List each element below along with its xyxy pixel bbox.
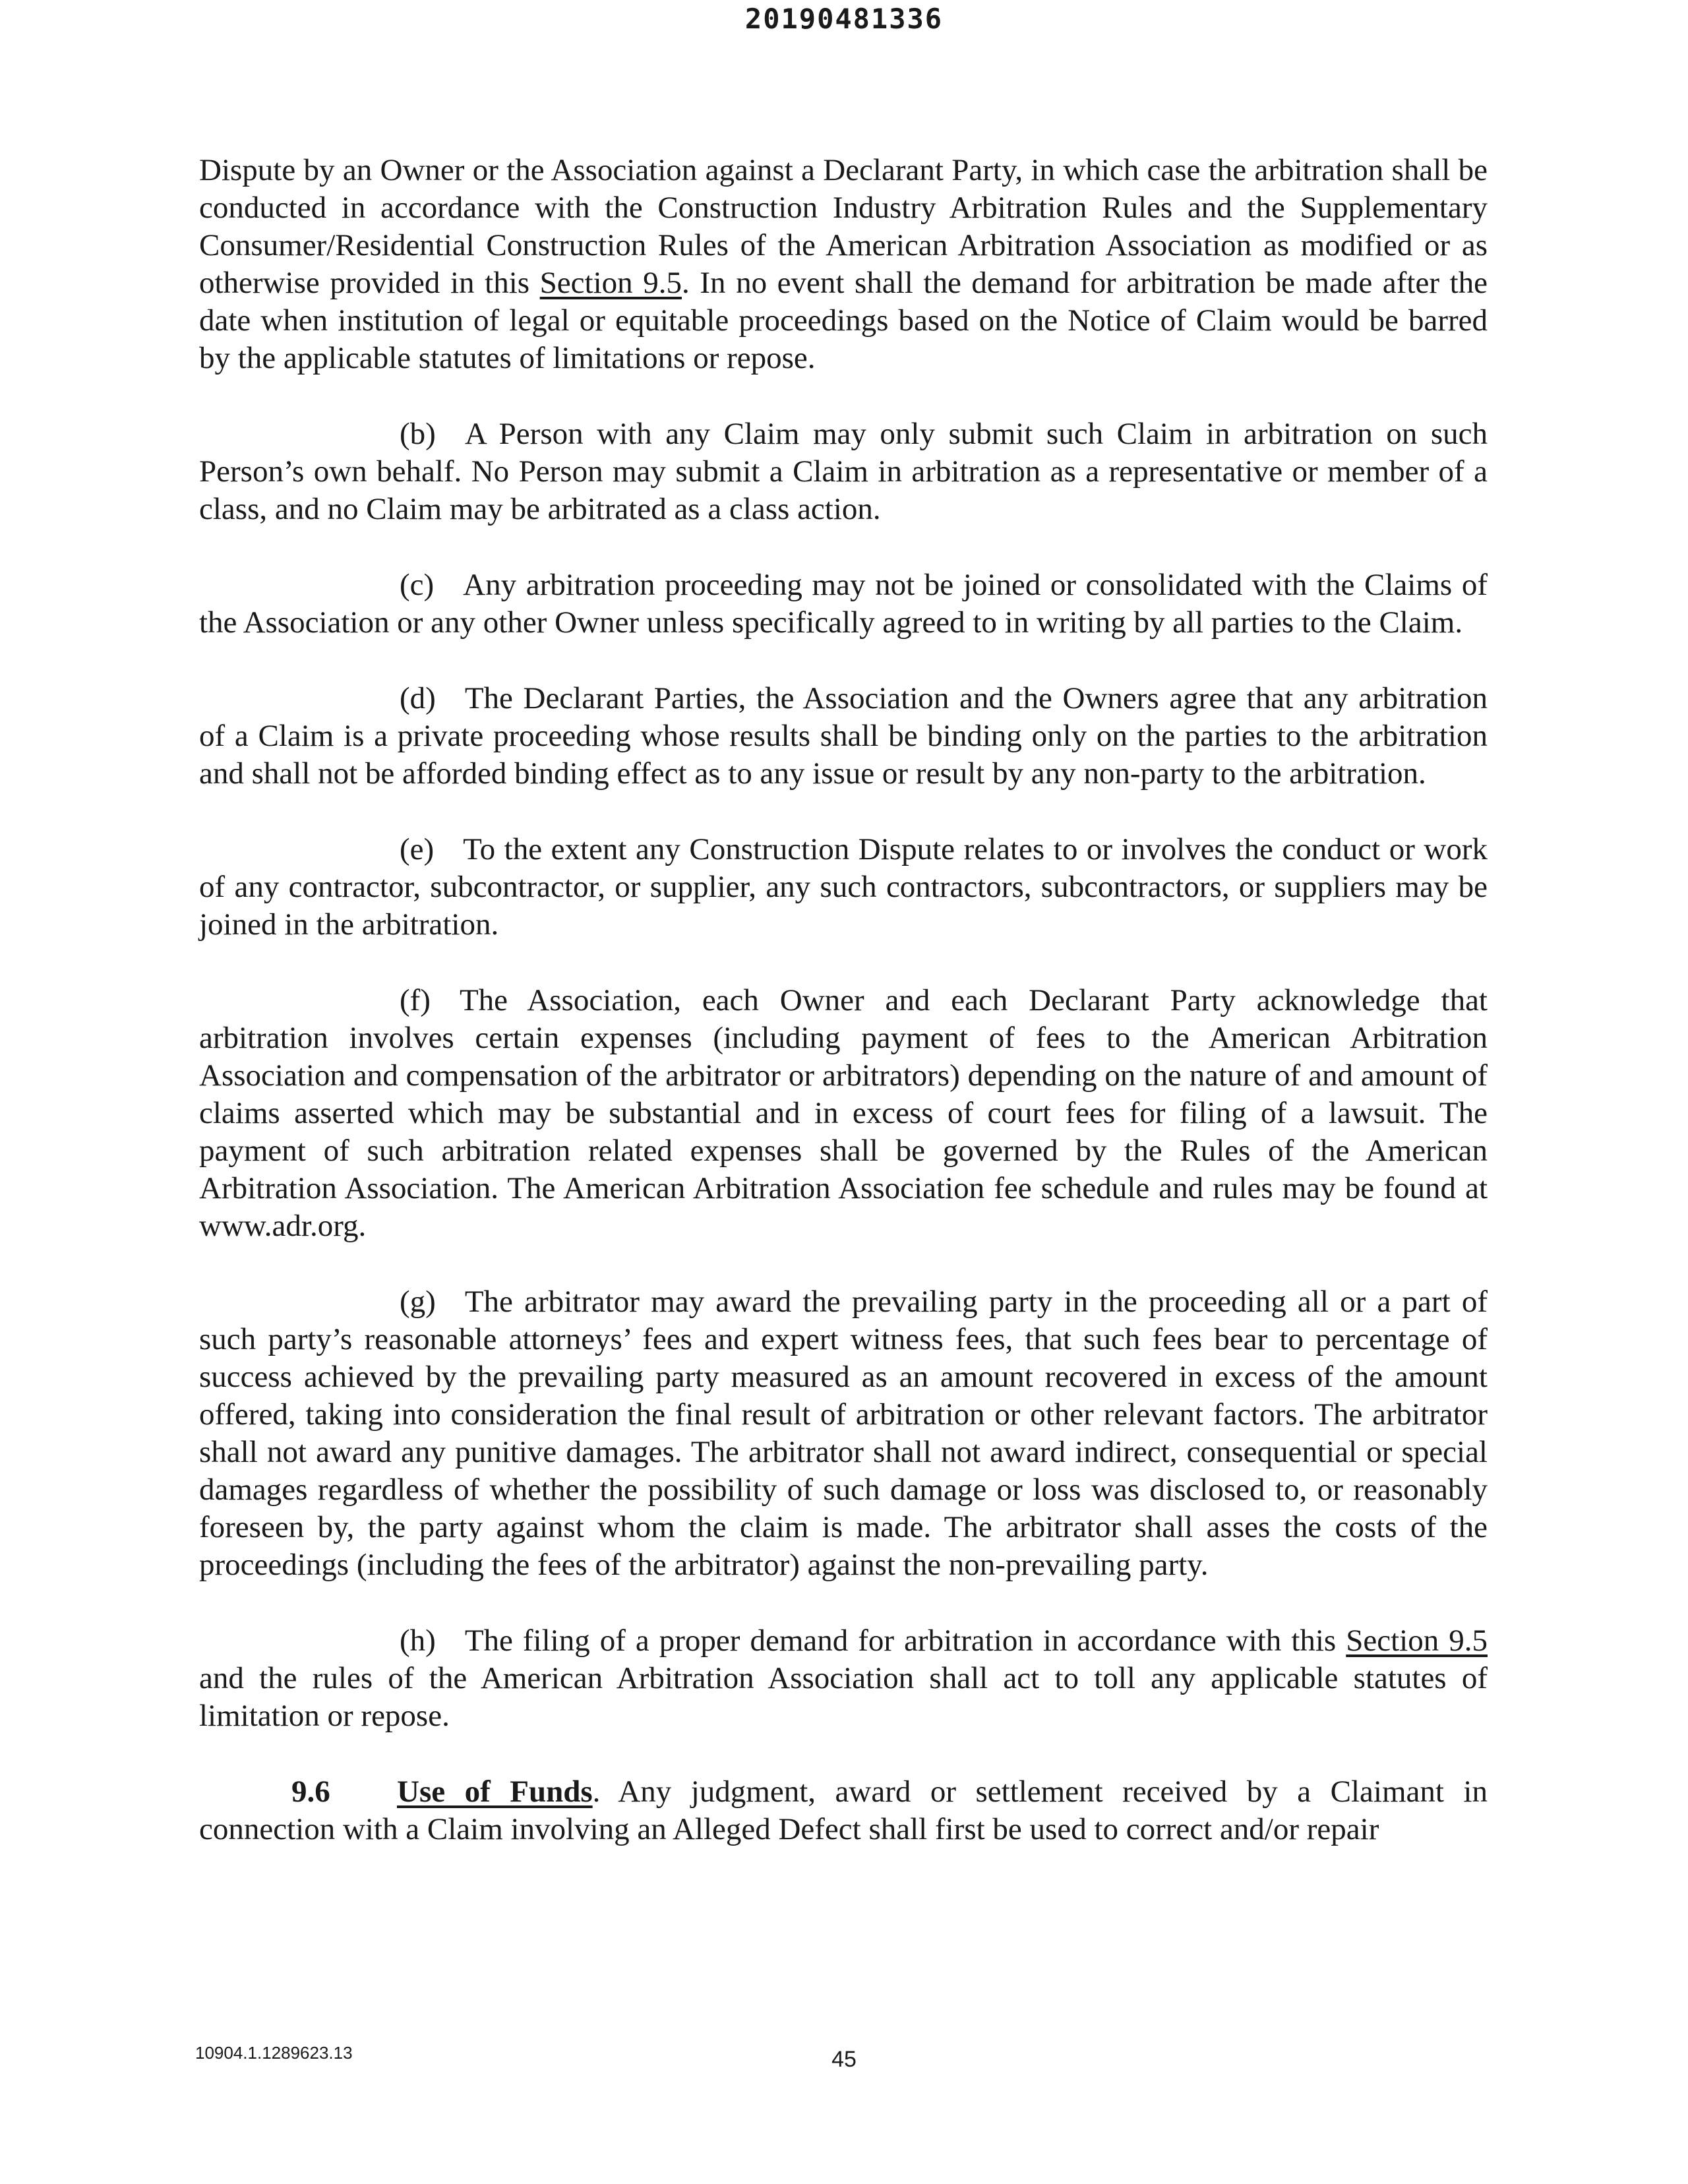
paragraph-f: [199, 982, 1488, 1245]
paragraph-text: To the extent any Construction Dispute relates to or involves the conduct or work of any contractor, subcontractor, or supplier, any such contractors, subcontractors, or suppliers may be joined in the arbitration.: [199, 832, 1488, 942]
section-number: 9.6: [291, 1774, 330, 1809]
section-reference: Section 9.5: [1346, 1623, 1488, 1658]
page-number: 45: [831, 2047, 857, 2072]
paragraph-d: [199, 680, 1488, 793]
paragraph-h: [199, 1622, 1488, 1735]
paragraph-text: Any arbitration proceeding may not be joined or consolidated with the Claims of the Association or any other Owner unless specifically agreed to in writing by all parties to the Claim.: [199, 568, 1488, 640]
paragraph-label: (d): [400, 681, 436, 715]
paragraph-text: The filing of a proper demand for arbitration in accordance with this: [464, 1623, 1346, 1658]
intro-text-end: . In no event shall the demand for arbitration be made after the date when institution of legal or equitable proceedings based on the Notice of Claim would be barred by the applicable statutes of limitations or repose.: [199, 266, 1488, 375]
paragraph-intro: [199, 152, 1488, 377]
paragraph-label: (c): [400, 568, 435, 602]
paragraph-text: A Person with any Claim may only submit such Claim in arbitration on such Person’s own behalf. No Person may submit a Claim in arbitration as a representative or member of a class, and no Claim may be arbitrated as a class action.: [199, 417, 1488, 526]
paragraph-e: [199, 831, 1488, 944]
paragraph-c: [199, 566, 1488, 642]
section-9-6: [199, 1773, 1488, 1848]
paragraph-label: (h): [400, 1623, 436, 1658]
intro-text: Dispute by an Owner or the Association against a Declarant Party, in which case the arbitration shall be conducted in accordance with the Construction Industry Arbitration Rules and the Supplementary Consumer/Residential Construction Rules of the American Arbitration Association as modified or as otherwise provided in this: [199, 153, 1488, 300]
document-body: [199, 152, 1488, 1887]
paragraph-text: The Declarant Parties, the Association and the Owners agree that any arbitration of a Claim is a private proceeding whose results shall be binding only on the parties to the arbitration and shall not be afforded binding effect as to any issue or result by any non-party to the arbitration.: [199, 681, 1488, 791]
paragraph-text: The Association, each Owner and each Declarant Party acknowledge that arbitration involves certain expenses (including payment of fees to the American Arbitration Association and compensation of the arbitrator or arbitrators) depending on the nature of and amount of claims asserted which may be substantial and in excess of court fees for filing of a lawsuit. The payment of such arbitration related expenses shall be governed by the Rules of the American Arbitration Association. The American Arbitration Association fee schedule and rules may be found at www.adr.org.: [199, 983, 1488, 1243]
paragraph-label: (e): [400, 832, 435, 866]
document-number: 20190481336: [744, 3, 944, 35]
section-reference: Section 9.5: [539, 266, 682, 300]
section-title: Use of Funds: [397, 1774, 593, 1809]
paragraph-text: The arbitrator may award the prevailing party in the proceeding all or a part of such party’s reasonable attorneys’ fees and expert witness fees, that such fees bear to percentage of success achieved by the prevailing party measured as an amount recovered in excess of the amount offered, taking into consideration the final result of arbitration or other relevant factors. The arbitrator shall not award any punitive damages. The arbitrator shall not award indirect, consequential or special damages regardless of whether the possibility of such damage or loss was disclosed to, or reasonably foreseen by, the party against whom the claim is made. The arbitrator shall asses the costs of the proceedings (including the fees of the arbitrator) against the non-prevailing party.: [199, 1285, 1488, 1582]
paragraph-label: (g): [400, 1285, 436, 1319]
paragraph-label: (f): [400, 983, 431, 1017]
paragraph-text-end: and the rules of the American Arbitration Association shall act to toll any applicable statutes of limitation or repose.: [199, 1661, 1488, 1733]
footer-document-code: 10904.1.1289623.13: [195, 2043, 353, 2063]
paragraph-b: [199, 415, 1488, 528]
section-text: Any judgment, award or settlement received by a Claimant in connection with a Claim involving an Alleged Defect shall first be used to correct and/or repair: [199, 1774, 1488, 1846]
section-title-period: .: [592, 1774, 601, 1809]
paragraph-g: [199, 1283, 1488, 1584]
paragraph-label: (b): [400, 417, 436, 451]
